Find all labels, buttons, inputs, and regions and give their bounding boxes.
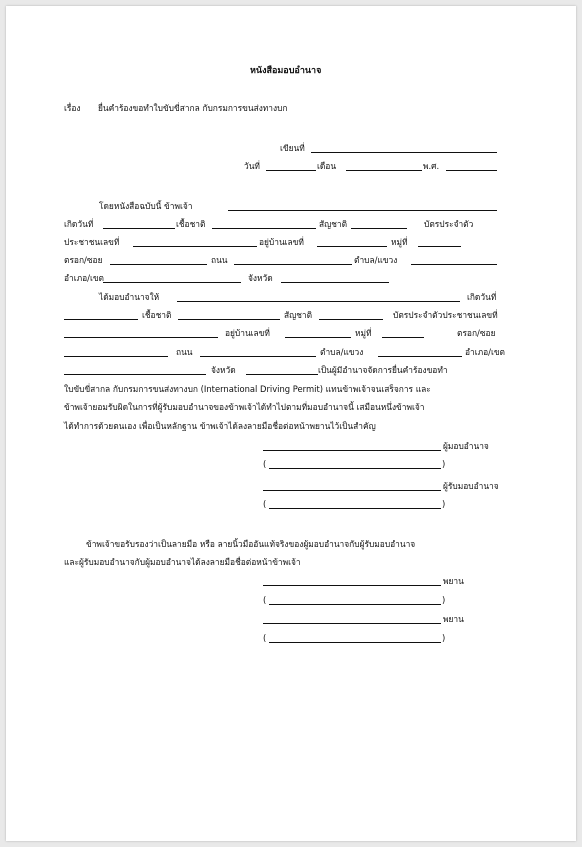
authority-body-1: ใบขับขี่สากล กับกรมการขนส่งทางบก (International Driving Permit) แทนข้าพเจ้าจนเสร็จการ และ xyxy=(64,384,431,394)
grantee-soi-label: ตรอก/ซอย xyxy=(457,328,496,338)
written-at-field[interactable] xyxy=(311,152,497,153)
house-no-field[interactable] xyxy=(317,246,387,247)
soi-field[interactable] xyxy=(110,264,207,265)
p2-line-4 xyxy=(6,344,576,360)
grantee-born-date-field[interactable] xyxy=(64,319,138,320)
moo-field[interactable] xyxy=(418,246,461,247)
grantee-province-field[interactable] xyxy=(246,374,318,375)
race-field[interactable] xyxy=(212,228,316,229)
grantee-district-field[interactable] xyxy=(64,374,206,375)
year-field[interactable] xyxy=(446,170,497,171)
certification-line-1 xyxy=(6,536,576,552)
written-at-line xyxy=(6,140,576,156)
witness-1-label: พยาน xyxy=(443,576,464,586)
authority-body-2: ข้าพเจ้ายอมรับผิดในการที่ผู้รับมอบอำนาจของข้าพเจ้าได้ทำไปตามที่มอบอำนาจนี้ เสมือนหนึ่งข้าพเจ้า xyxy=(64,402,425,412)
subject-line xyxy=(6,100,576,116)
grantor-signature-field[interactable] xyxy=(263,450,441,451)
date-field[interactable] xyxy=(266,170,316,171)
id-number-label: ประชาชนเลขที่ xyxy=(64,237,120,247)
witness-2-name-print-line xyxy=(6,630,576,646)
certification-line-2 xyxy=(6,554,576,570)
grantee-label: ผู้รับมอบอำนาจ xyxy=(443,481,499,491)
p2-line-7 xyxy=(6,399,576,415)
p2-line-8 xyxy=(6,418,576,434)
house-no-label: อยู่บ้านเลขที่ xyxy=(259,237,304,247)
grantor-paren-close: ) xyxy=(442,459,446,469)
month-field[interactable] xyxy=(346,170,422,171)
p1-line-2 xyxy=(6,216,576,232)
p1-line-5 xyxy=(6,270,576,286)
p2-line-2 xyxy=(6,307,576,323)
grantee-soi-field[interactable] xyxy=(64,356,168,357)
document-page xyxy=(6,6,576,841)
p2-line-3 xyxy=(6,325,576,341)
authority-body-3: ได้ทำการด้วยตนเอง เพื่อเป็นหลักฐาน ข้าพเจ้าได้ลงลายมือชื่อต่อหน้าพยานไว้เป็นสำคัญ xyxy=(64,421,376,431)
subdistrict-label: ตำบล/แขวง xyxy=(354,255,398,265)
document-title: หนังสือมอบอำนาจ xyxy=(250,66,322,76)
witness-2-paren-close: ) xyxy=(442,633,446,643)
p2-line-1 xyxy=(6,289,576,305)
title-line xyxy=(6,63,576,79)
grantee-district-label: อำเภอ/เขต xyxy=(465,347,505,357)
witness-2-signature-line xyxy=(6,611,576,627)
written-at-label: เขียนที่ xyxy=(280,143,305,153)
road-label: ถนน xyxy=(211,255,228,265)
born-date-field[interactable] xyxy=(103,228,175,229)
grantor-label: ผู้มอบอำนาจ xyxy=(443,441,489,451)
grantee-road-label: ถนน xyxy=(176,347,193,357)
p2-line-5 xyxy=(6,362,576,378)
witness-2-paren-open: ( xyxy=(263,633,267,643)
grantee-printed-name-field[interactable] xyxy=(269,508,441,509)
district-label: อำเภอ/เขต xyxy=(64,273,104,283)
grantee-paren-open: ( xyxy=(263,499,267,509)
grantee-moo-label: หมู่ที่ xyxy=(355,328,372,338)
grantor-name-print-line xyxy=(6,456,576,472)
grantee-nationality-label: สัญชาติ xyxy=(284,310,313,320)
race-label: เชื้อชาติ xyxy=(176,219,206,229)
grantee-province-label: จังหวัด xyxy=(211,365,236,375)
grantee-signature-field[interactable] xyxy=(263,490,441,491)
subject-label: เรื่อง xyxy=(64,103,81,113)
witness-2-label: พยาน xyxy=(443,614,464,624)
subject-text: ยื่นคำร้องขอทำใบขับขี่สากล กับกรมการขนส่งทางบก xyxy=(98,103,288,113)
grantee-name-print-line xyxy=(6,496,576,512)
subdistrict-field[interactable] xyxy=(411,264,497,265)
grantee-moo-field[interactable] xyxy=(382,337,424,338)
grantee-subdistrict-field[interactable] xyxy=(378,356,462,357)
date-line xyxy=(6,158,576,174)
grantor-name-field[interactable] xyxy=(228,210,497,211)
nationality-label: สัญชาติ xyxy=(319,219,348,229)
grantee-race-label: เชื้อชาติ xyxy=(142,310,172,320)
province-label: จังหวัด xyxy=(248,273,273,283)
witness-1-paren-open: ( xyxy=(263,595,267,605)
grantee-house-no-label: อยู่บ้านเลขที่ xyxy=(225,328,270,338)
p1-line-1 xyxy=(6,198,576,214)
soi-label: ตรอก/ซอย xyxy=(64,255,103,265)
month-label: เดือน xyxy=(317,161,337,171)
witness-1-paren-close: ) xyxy=(442,595,446,605)
grantee-born-date-label: เกิดวันที่ xyxy=(467,292,497,302)
date-label: วันที่ xyxy=(244,161,260,171)
grantee-road-field[interactable] xyxy=(200,356,316,357)
witness-1-name-print-line xyxy=(6,592,576,608)
authority-tail-text: เป็นผู้มีอำนาจจัดการยื่นคำร้องขอทำ xyxy=(318,365,448,375)
year-label: พ.ศ. xyxy=(423,161,440,171)
p1-line-3 xyxy=(6,234,576,250)
born-date-label: เกิดวันที่ xyxy=(64,219,94,229)
grantor-signature-line xyxy=(6,438,576,454)
p1-line-4 xyxy=(6,252,576,268)
grantee-paren-close: ) xyxy=(442,499,446,509)
grantee-id-card-label: บัตรประจำตัวประชาชนเลขที่ xyxy=(393,310,498,320)
witness-2-signature-field[interactable] xyxy=(263,623,441,624)
road-field[interactable] xyxy=(234,264,352,265)
id-card-label: บัตรประจำตัว xyxy=(424,219,474,229)
witness-1-signature-line xyxy=(6,573,576,589)
certification-text-1: ข้าพเจ้าขอรับรองว่าเป็นลายมือ หรือ ลายนิ้วมืออันแท้จริงของผู้มอบอำนาจกับผู้รับมอบอำนาจ xyxy=(86,539,416,549)
grantee-id-number-field[interactable] xyxy=(64,337,218,338)
grantee-signature-line xyxy=(6,478,576,494)
grantee-subdistrict-label: ตำบล/แขวง xyxy=(320,347,364,357)
nationality-field[interactable] xyxy=(351,228,407,229)
province-field[interactable] xyxy=(281,282,389,283)
p2-line-6 xyxy=(6,381,576,397)
grant-label: ได้มอบอำนาจให้ xyxy=(99,292,160,302)
certification-text-2: และผู้รับมอบอำนาจกับผู้มอบอำนาจได้ลงลายมือชื่อต่อหน้าข้าพเจ้า xyxy=(64,557,301,567)
witness-1-signature-field[interactable] xyxy=(263,585,441,586)
grantor-paren-open: ( xyxy=(263,459,267,469)
witness-1-printed-name-field[interactable] xyxy=(269,604,441,605)
grantee-name-field[interactable] xyxy=(177,301,460,302)
by-letter-label: โดยหนังสือฉบับนี้ ข้าพเจ้า xyxy=(99,201,193,211)
grantee-house-no-field[interactable] xyxy=(285,337,351,338)
id-number-field[interactable] xyxy=(133,246,257,247)
grantor-printed-name-field[interactable] xyxy=(269,468,441,469)
witness-2-printed-name-field[interactable] xyxy=(269,642,441,643)
district-field[interactable] xyxy=(103,282,241,283)
moo-label: หมู่ที่ xyxy=(391,237,408,247)
grantee-race-field[interactable] xyxy=(178,319,280,320)
grantee-nationality-field[interactable] xyxy=(319,319,383,320)
